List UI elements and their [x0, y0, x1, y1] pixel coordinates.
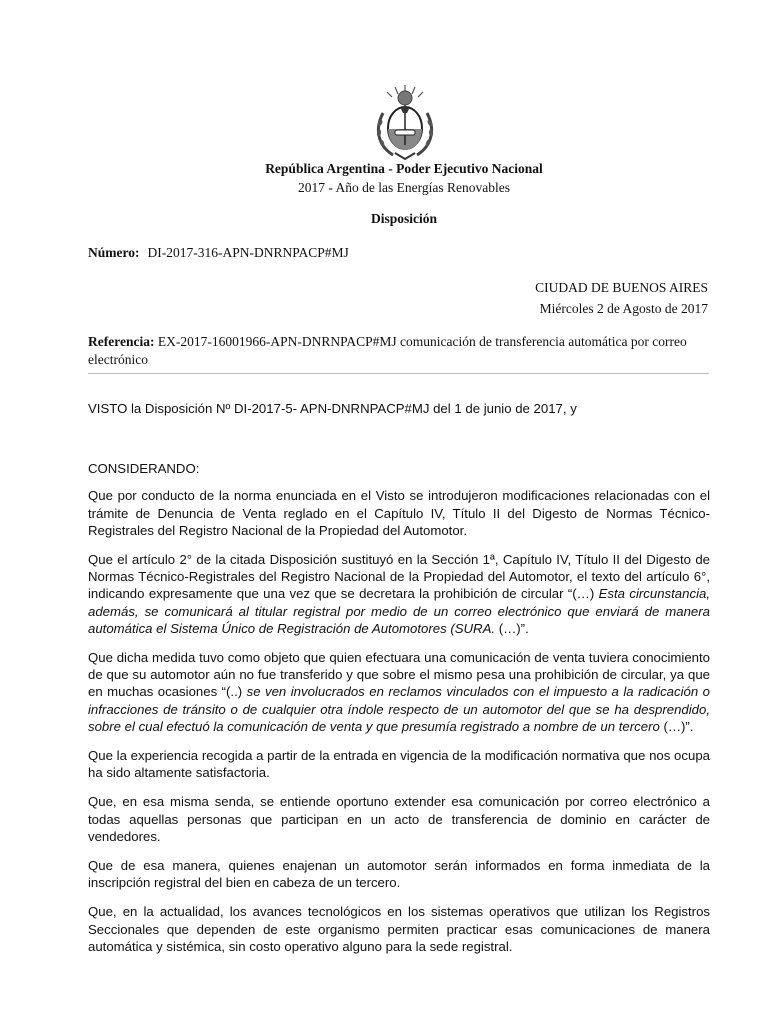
paragraph-1: Que por conducto de la norma enunciada en el Visto se introdujeron modificaciones relacionadas con el trámite de Denuncia de Venta reglado en el Capítulo IV, Título II del Digesto de Normas Técnico-Registrales del Registro Nacional de la Propiedad del Automotor. — [88, 488, 710, 538]
paragraph-3-end: (…)”. — [659, 718, 694, 734]
document-number-value: DI-2017-316-APN-DNRNPACP#MJ — [147, 245, 349, 260]
reference — [88, 333, 688, 369]
document-body — [88, 400, 710, 967]
header-subtitle: 2017 - Año de las Energías Renovables — [298, 180, 510, 195]
reference-value: EX-2017-16001966-APN-DNRNPACP#MJ comunicación de transferencia automática por correo electrónico — [88, 334, 687, 367]
paragraph-2-end: (…)”. — [495, 620, 529, 636]
paragraph-2-text: Que el artículo 2° de la citada Disposición sustituyó en la Sección 1ª, Capítulo IV, Título II del Digesto de Normas Técnico-Registrales del Registro Nacional de la Propiedad del Automotor, el texto del artículo 6°, indicando expresamente que una vez que se decretara la prohibición de circular “(…) — [88, 552, 710, 602]
argentina-coat-of-arms-icon — [371, 83, 439, 161]
document-type: Disposición — [370, 211, 438, 226]
visto-paragraph: VISTO la Disposición Nº DI-2017-5- APN-DNRNPACP#MJ del 1 de junio de 2017, y — [88, 401, 577, 416]
document-date: Miércoles 2 de Agosto de 2017 — [539, 301, 708, 316]
paragraph-2-quote: Esta circunstancia, además, se comunicará al titular registral por medio de un correo electrónico que enviará de manera automática el Sistema Único de Registración de Automotores (SURA. — [88, 586, 710, 636]
document-number — [88, 245, 349, 261]
document-number-label: Número: — [88, 245, 140, 260]
header-title: República Argentina - Poder Ejecutivo Nacional — [265, 161, 543, 176]
paragraph-4: Que la experiencia recogida a partir de la entrada en vigencia de la modificación normativa que nos ocupa ha sido altamente satisfactoria. — [88, 748, 710, 781]
considerando-heading: CONSIDERANDO: — [88, 461, 200, 477]
paragraph-3 — [88, 649, 710, 735]
paragraph-2 — [88, 551, 710, 637]
paragraph-6: Que de esa manera, quienes enajenan un automotor serán informados en forma inmediata de la inscripción registral del bien en cabeza de un tercero. — [88, 858, 710, 891]
paragraph-5: Que, en esa misma senda, se entiende oportuno extender esa comunicación por correo electrónico a todas aquellas personas que participan en un acto de transferencia de dominio en carácter de vendedores. — [88, 794, 710, 844]
paragraph-3-text: Que dicha medida tuvo como objeto que quien efectuara una comunicación de venta tuviera conocimiento de que su automotor aún no fue transferido y que sobre el mismo pesa una prohibición de circular, ya que en muchas ocasiones “(..) — [88, 650, 710, 700]
reference-label: Referencia: — [88, 334, 155, 349]
paragraph-7: Que, en la actualidad, los avances tecnológicos en los sistemas operativos que utilizan los Registros Seccionales que dependen de este organismo permiten practicar esas comunicaciones de manera automática y sistémica, sin costo operativo alguno para la sede registral. — [88, 904, 710, 954]
paragraph-3-quote: se ven involucrados en reclamos vinculados con el impuesto a la radicación o infracciones de tránsito o de cualquier otra índole respecto de un automotor del que se ha desprendido, sobre el cual efectuó la comunicación de venta y que presumía registrado a nombre de un tercero — [88, 684, 710, 734]
divider — [88, 373, 709, 374]
city: CIUDAD DE BUENOS AIRES — [535, 280, 708, 295]
